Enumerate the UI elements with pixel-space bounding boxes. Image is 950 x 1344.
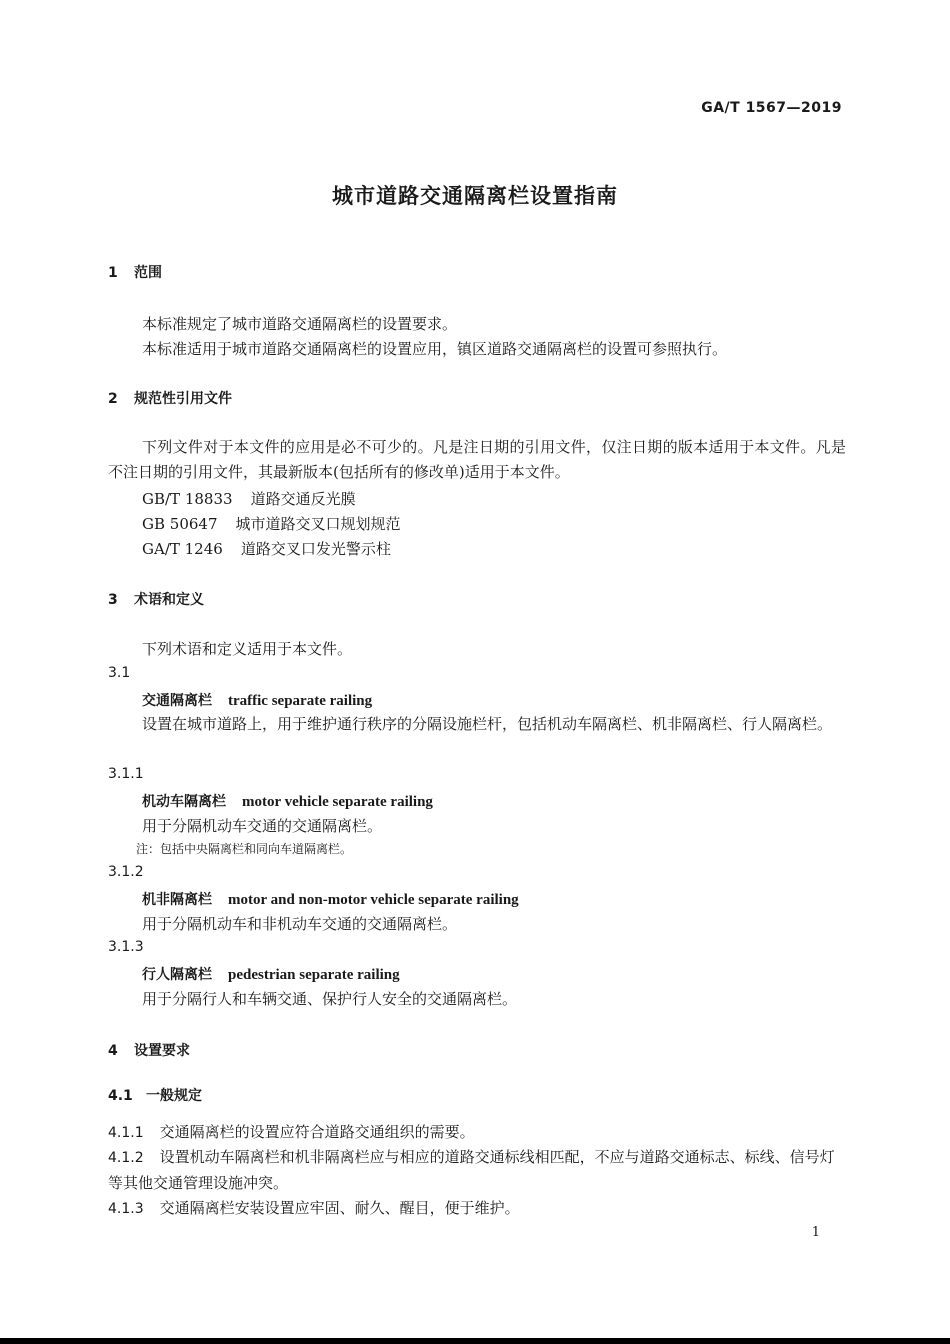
term-number: 3.1 [108,665,131,681]
page-number: 1 [811,1225,820,1240]
paragraph: 下列术语和定义适用于本文件。 [142,640,353,658]
reference-item [142,488,356,509]
section-2-heading [108,388,232,408]
term-definition: 用于分隔机动车和非机动车交通的交通隔离栏。 [142,915,458,933]
section-4-heading [108,1040,190,1060]
reference-code: GA/T 1246 [142,540,223,558]
paragraph: 本标准规定了城市道路交通隔离栏的设置要求。 [142,315,458,333]
clause-text: 设置机动车隔离栏和机非隔离栏应与相应的道路交通标线相匹配，不应与道路交通标志、标线、信号灯等其他交通管理设施冲突。 [108,1148,835,1192]
paragraph: 下列文件对于本文件的应用是必不可少的。凡是注日期的引用文件，仅注日期的版本适用于本文件。凡是不注日期的引用文件，其最新版本(包括所有的修改单)适用于本文件。 [108,438,846,481]
section-title: 范围 [134,265,162,281]
term-heading [142,791,433,811]
clause-4-1-1 [108,1120,846,1146]
clause-text: 交通隔离栏的设置应符合道路交通组织的需要。 [159,1123,475,1141]
section-number: 4 [108,1043,118,1059]
term-definition: 用于分隔机动车交通的交通隔离栏。 [142,817,383,835]
term-note: 注：包括中央隔离栏和同向车道隔离栏。 [136,842,353,856]
reference-item [142,538,391,559]
term-heading [142,889,519,909]
clause-4-1-3 [108,1196,846,1222]
section-number: 3 [108,592,118,608]
term-heading [142,964,400,984]
section-title: 术语和定义 [134,592,204,608]
clause-text: 交通隔离栏安装设置应牢固、耐久、醒目，便于维护。 [159,1199,520,1217]
paragraph: 本标准适用于城市道路交通隔离栏的设置应用，镇区道路交通隔离栏的设置可参照执行。 [142,340,728,358]
clause-number: 4.1.1 [108,1125,144,1141]
reference-item [142,513,401,534]
clause-number: 4.1.3 [108,1201,144,1217]
section-number: 2 [108,391,118,407]
term-en: motor and non-motor vehicle separate railing [228,892,519,908]
reference-code: GB 50647 [142,515,218,533]
term-definition: 设置在城市道路上，用于维护通行秩序的分隔设施栏杆，包括机动车隔离栏、机非隔离栏、行人隔离栏。 [142,715,833,733]
term-cn: 行人隔离栏 [142,967,212,983]
section-title: 设置要求 [134,1043,190,1059]
section-number: 1 [108,265,118,281]
term-number: 3.1.2 [108,864,144,880]
section-title: 规范性引用文件 [134,391,232,407]
term-heading [142,690,372,710]
subsection-4-1-heading [108,1085,202,1105]
term-definition: 用于分隔行人和车辆交通、保护行人安全的交通隔离栏。 [142,990,518,1008]
term-cn: 机非隔离栏 [142,892,212,908]
clause-4-1-2 [108,1145,846,1196]
bottom-border [0,1338,950,1344]
standard-code: GA/T 1567—2019 [701,100,842,116]
term-en: motor vehicle separate railing [242,794,433,810]
subsection-title: 一般规定 [146,1088,202,1104]
term-cn: 机动车隔离栏 [142,794,226,810]
clause-number: 4.1.2 [108,1150,144,1166]
term-number: 3.1.1 [108,766,144,782]
reference-code: GB/T 18833 [142,490,233,508]
reference-name: 道路交通反光膜 [250,490,356,508]
section-1-heading [108,262,162,282]
term-en: traffic separate railing [228,693,373,709]
document-title: 城市道路交通隔离栏设置指南 [332,184,618,208]
reference-name: 道路交叉口发光警示柱 [240,540,391,558]
term-cn: 交通隔离栏 [142,693,212,709]
term-en: pedestrian separate railing [228,967,400,983]
subsection-number: 4.1 [108,1088,133,1104]
section-3-heading [108,589,204,609]
reference-name: 城市道路交叉口规划规范 [235,515,401,533]
term-number: 3.1.3 [108,939,144,955]
